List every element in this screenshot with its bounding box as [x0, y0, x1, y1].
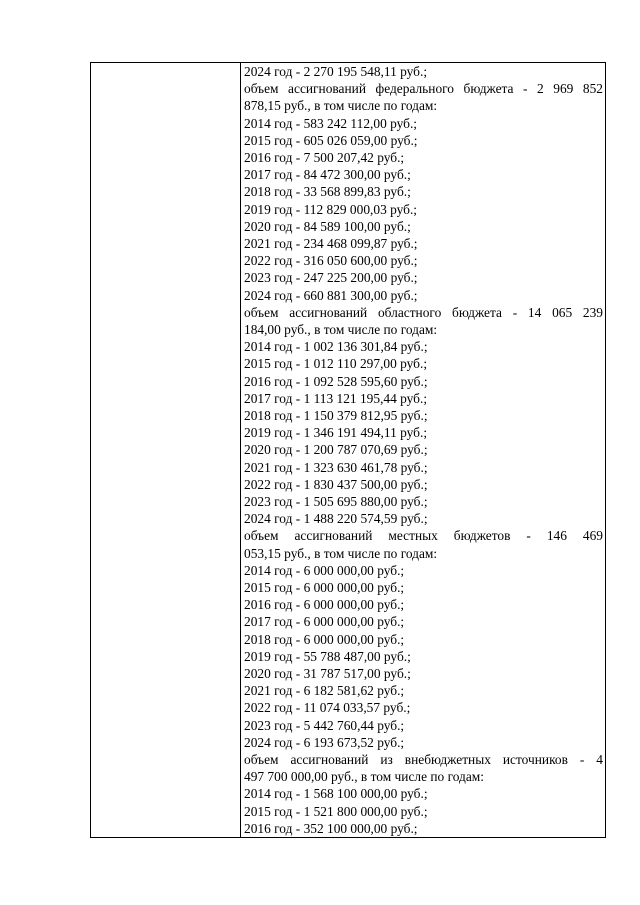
funding-line: 2016 год - 7 500 207,42 руб.;: [244, 150, 405, 165]
funding-line: 2021 год - 234 468 099,87 руб.;: [244, 236, 418, 252]
table-right-cell: [242, 63, 605, 837]
funding-line: 2016 год - 1 092 528 595,60 руб.;: [244, 373, 428, 389]
funding-line: 2021 год - 1 323 630 461,78 руб.;: [244, 459, 428, 475]
funding-line: 2019 год - 112 829 000,03 руб.;: [244, 201, 418, 217]
funding-line: 053,15 руб., в том числе по годам:: [244, 545, 438, 561]
funding-line: 497 700 000,00 руб., в том числе по годам:: [244, 769, 484, 785]
funding-line: 878,15 руб., в том числе по годам:: [244, 98, 438, 114]
funding-line: 2017 год - 84 472 300,00 руб.;: [244, 167, 411, 183]
funding-line: 2017 год - 6 000 000,00 руб.;: [244, 614, 405, 630]
funding-line: 2022 год - 1 830 437 500,00 руб.;: [244, 476, 428, 492]
funding-line: 2018 год - 33 568 899,83 руб.;: [244, 184, 411, 200]
funding-line: 2014 год - 583 242 112,00 руб.;: [244, 115, 418, 131]
funding-line: объем ассигнований из внебюджетных источников - 4: [244, 752, 603, 768]
funding-line: 2024 год - 2 270 195 548,11 руб.;: [244, 64, 428, 79]
funding-line: 2016 год - 352 100 000,00 руб.;: [244, 820, 418, 836]
funding-line: объем ассигнований местных бюджетов - 146 469: [244, 528, 603, 544]
funding-line: 2024 год - 660 881 300,00 руб.;: [244, 287, 418, 303]
funding-line: 2014 год - 6 000 000,00 руб.;: [244, 562, 405, 578]
funding-line: 2024 год - 6 193 673,52 руб.;: [244, 734, 405, 750]
funding-line: объем ассигнований федерального бюджета - 2 969 852: [244, 81, 603, 97]
funding-line: 2023 год - 247 225 200,00 руб.;: [244, 270, 418, 286]
funding-line: объем ассигнований областного бюджета - 14 065 239: [244, 304, 603, 320]
funding-line: 2022 год - 11 074 033,57 руб.;: [244, 700, 411, 716]
funding-line: 2018 год - 6 000 000,00 руб.;: [244, 631, 405, 647]
funding-line: 2014 год - 1 568 100 000,00 руб.;: [244, 786, 428, 802]
funding-table: [90, 62, 606, 838]
funding-line: 2018 год - 1 150 379 812,95 руб.;: [244, 408, 428, 424]
funding-line: 2021 год - 6 182 581,62 руб.;: [244, 683, 405, 699]
funding-line: 2016 год - 6 000 000,00 руб.;: [244, 597, 405, 613]
funding-line: 2020 год - 84 589 100,00 руб.;: [244, 218, 411, 234]
funding-line: 2022 год - 316 050 600,00 руб.;: [244, 253, 418, 269]
funding-line: 2020 год - 31 787 517,00 руб.;: [244, 666, 411, 682]
funding-line: 2015 год - 6 000 000,00 руб.;: [244, 580, 405, 596]
funding-line: 2014 год - 1 002 136 301,84 руб.;: [244, 339, 428, 355]
funding-line: 2015 год - 1 012 110 297,00 руб.;: [244, 356, 428, 372]
funding-line: 2019 год - 1 346 191 494,11 руб.;: [244, 425, 428, 441]
funding-line: 2017 год - 1 113 121 195,44 руб.;: [244, 390, 428, 406]
funding-line: 2020 год - 1 200 787 070,69 руб.;: [244, 442, 428, 458]
funding-line: 2023 год - 1 505 695 880,00 руб.;: [244, 494, 428, 510]
funding-line: 2015 год - 1 521 800 000,00 руб.;: [244, 803, 428, 819]
funding-line: 2024 год - 1 488 220 574,59 руб.;: [244, 511, 428, 527]
funding-line: 2023 год - 5 442 760,44 руб.;: [244, 717, 405, 733]
funding-line: 184,00 руб., в том числе по годам:: [244, 322, 438, 338]
table-left-cell: [91, 63, 241, 837]
funding-line: 2015 год - 605 026 059,00 руб.;: [244, 132, 418, 148]
funding-line: 2019 год - 55 788 487,00 руб.;: [244, 648, 411, 664]
